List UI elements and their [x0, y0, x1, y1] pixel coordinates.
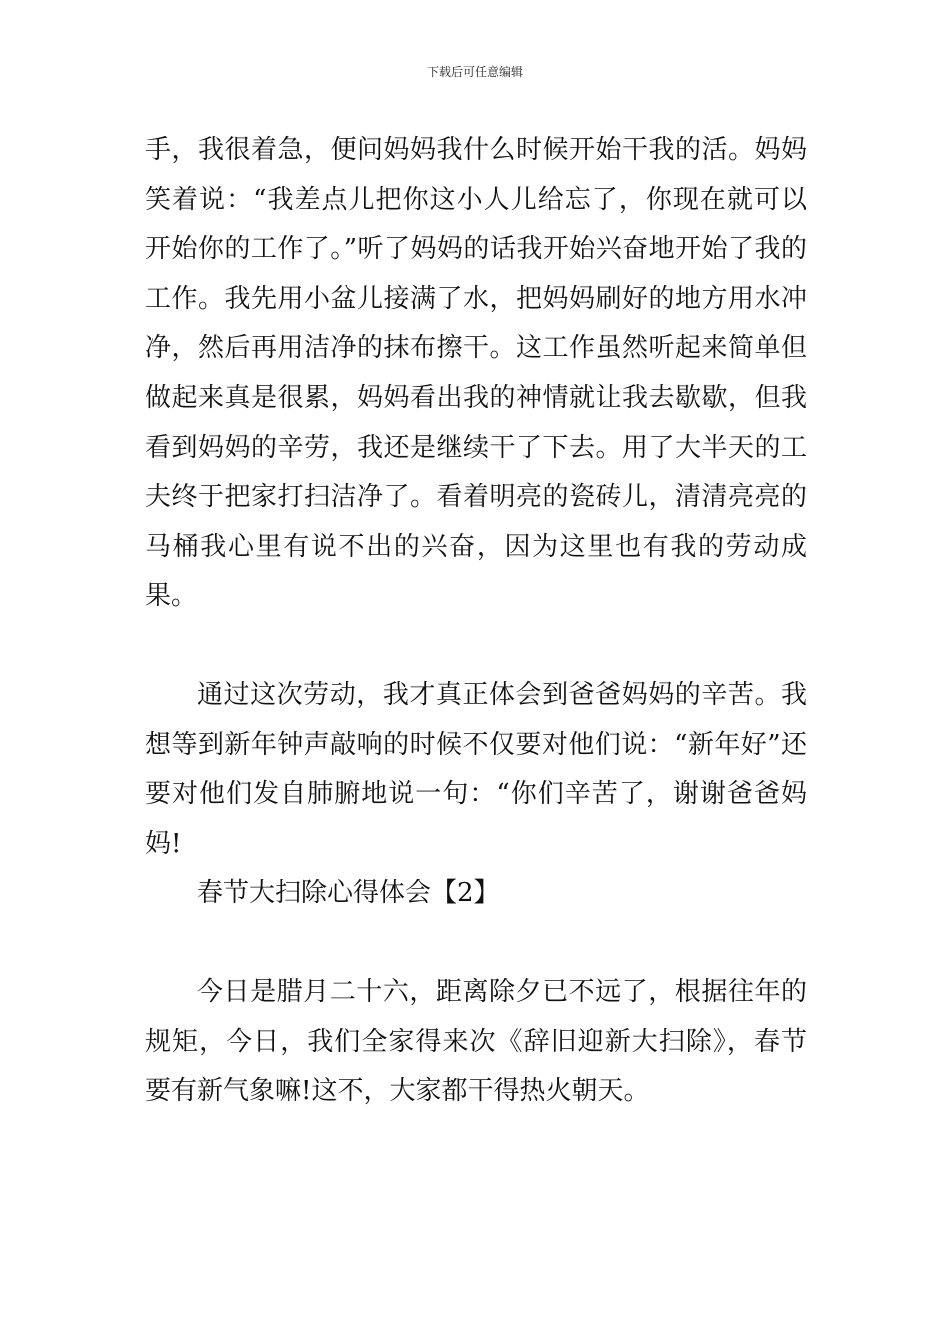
page-header-note: 下载后可任意编辑	[426, 65, 523, 79]
section-heading: 春节大扫除心得体会【2】	[197, 878, 500, 909]
document-body	[145, 126, 807, 1117]
paragraph-intro: 今日是腊月二十六，距离除夕已不远了，根据往年的规矩，今日，我们全家得来次《辞旧迎新大扫除》，春节要有新气象嘛!这不，大家都干得热火朝天。	[145, 976, 807, 1107]
paragraph-continued: 手，我很着急，便问妈妈我什么时候开始干我的活。妈妈笑着说：“我差点儿把你这小人儿给忘了，你现在就可以开始你的工作了。”听了妈妈的话我开始兴奋地开始了我的工作。我先用小盆儿接满了水，把妈妈刷好的地方用水冲净，然后再用洁净的抹布擦干。这工作虽然听起来简单但做起来真是很累，妈妈看出我的神情就让我去歇歇，但我看到妈妈的辛劳，我还是继续干了下去。用了大半天的工夫终于把家打扫洁净了。看着明亮的瓷砖儿，清清亮亮的马桶我心里有说不出的兴奋，因为这里也有我的劳动成果。	[145, 135, 807, 612]
paragraph-conclusion: 通过这次劳动，我才真正体会到爸爸妈妈的辛苦。我想等到新年钟声敲响的时候不仅要对他们说：“新年好”还要对他们发自肺腑地说一句：“你们辛苦了，谢谢爸爸妈妈!	[145, 679, 807, 859]
